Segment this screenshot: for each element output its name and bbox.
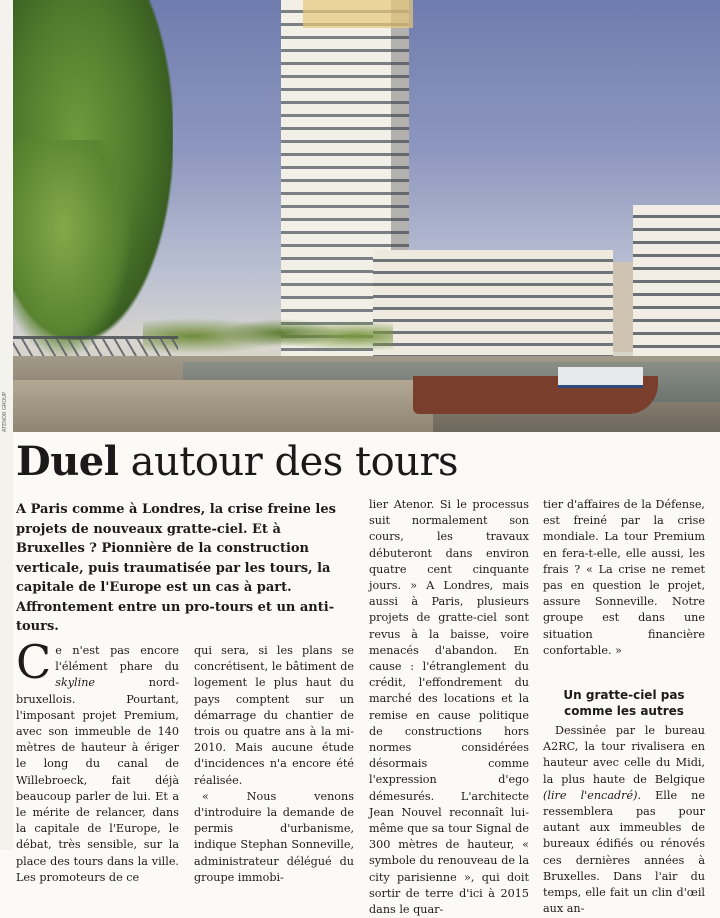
photo-barge-cabin [558, 367, 643, 388]
column-3-text: lier Atenor. Si le processus suit normalement son cours, les travaux débuteront dans environ quatre cent cinquante jours. » A Londres, mais aussi à Paris, plusieurs projets de gratte-ciel sont revus à la baisse, voire menacés d'abandon. En cause : l'étranglement du crédit, l'effondrement du marché des locations et la remise en cause politique de constructions hors normes considérées désormais comme l'expression d'ego démesurés. L'architecte Jean Nouvel reconnaît lui-même que sa tour Signal de 300 mètres de hauteur, « symbole du renouveau de la city parisienne », qui doit sortir de terre d'ici à 2015 dans le quar- [369, 498, 529, 917]
column-1-skyline: skyline [55, 676, 96, 690]
column-4-lire: (lire l'encadré) [543, 788, 638, 802]
article-photo [13, 0, 720, 432]
photo-tower-top [303, 0, 413, 28]
headline [16, 436, 458, 488]
column-1-text-a: e n'est pas encore l'élément phare du [55, 644, 179, 674]
column-4-text-2 [543, 723, 705, 917]
column-4-text-2b: . Elle ne ressemblera pas pour autant aux immeubles de bureaux édifiés ou rénovés ces dernières années à Bruxelles. Dans l'air du temps, elle fait un clin d'œil aux an- [543, 788, 705, 916]
photo-path [13, 380, 433, 432]
column-4-text: tier d'affaires de la Défense, est freiné par la crise mondiale. La tour Premium en fera-t-elle, elle aussi, les frais ? « La crise ne remet pas en question le projet, assure Sonneville. Notre groupe est dans une situation financière confortable. » [543, 498, 705, 657]
subhead: Un gratte-ciel pas comme les autres [563, 688, 685, 719]
lede: A Paris comme à Londres, la crise freine les projets de nouveaux gratte-ciel. Et à Bruxelles ? Pionnière de la construction verticale, puis traumatisée par les tours, la capitale de l'Europe est un cas à part. Affrontement entre un pro-tours et un anti-tours. [16, 502, 336, 634]
photo-building-right [633, 205, 720, 360]
headline-rest: autour des tours [118, 439, 459, 485]
photo-trees-mid [143, 300, 393, 360]
drop-cap: C [16, 635, 52, 689]
column-1-text-b: nord-bruxellois. Pourtant, l'imposant projet Premium, avec son immeuble de 140 mètres de hauteur à ériger le long du canal de Willebroeck, fait déjà beaucoup parler de lui. Et a le mérite de relancer, dans la capitale de l'Europe, le débat, très sensible, sur la place des tours dans la ville. Les promoteurs de ce [16, 676, 179, 884]
column-4 [543, 497, 705, 917]
column-2-quote: « Nous venons d'introduire la demande de permis d'urbanisme, indique Stephan Sonneville, administrateur délégué du groupe immobi- [194, 789, 354, 884]
photo-credit: ATENOR GROUP [2, 392, 8, 432]
column-3 [369, 497, 529, 918]
headline-bold: Duel [16, 438, 119, 485]
column-2-text: qui sera, si les plans se concrétisent, le bâtiment de logement le plus haut du pays comptent sur un démarrage du chantier de trois ou quatre ans à la mi-2010. Mais aucune étude d'incidences n'a encore été réalisée. [194, 644, 354, 787]
photo-building-mid [373, 250, 613, 360]
photo-tree-left-lower [13, 140, 133, 360]
column-4-text-2a: Dessinée par le bureau A2RC, la tour rivalisera en hauteur avec celle du Midi, la plus haute de Belgique [543, 724, 705, 786]
